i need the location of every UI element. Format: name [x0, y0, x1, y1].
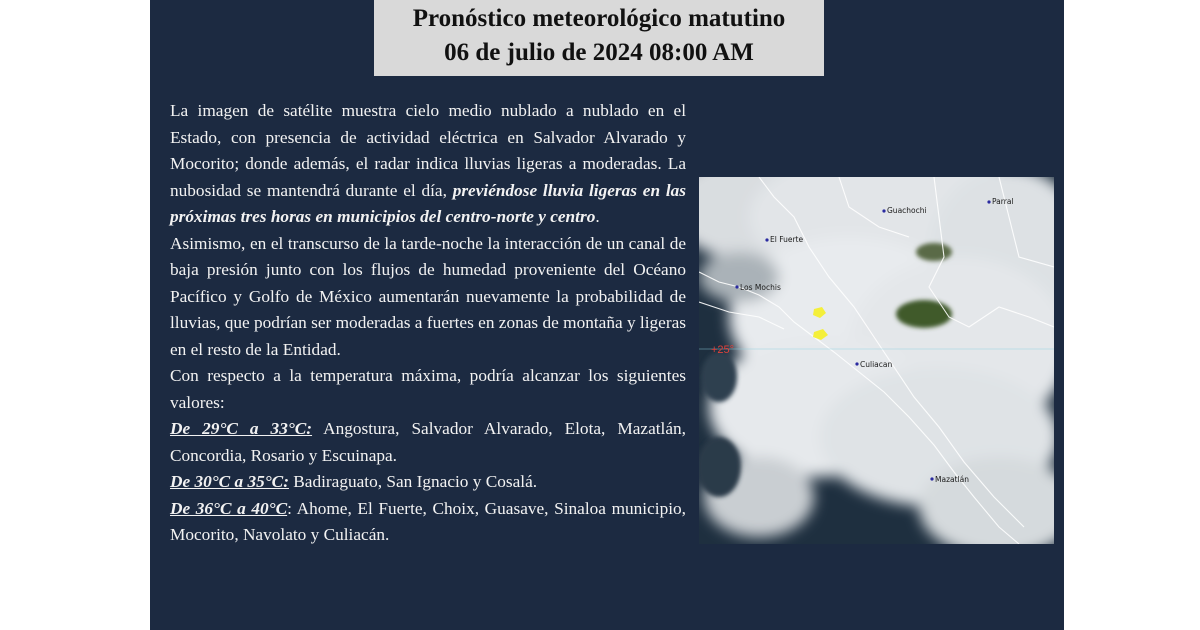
temp-range-1 [170, 416, 686, 469]
city-guachochi: Guachochi [887, 206, 927, 215]
temp-range-2 [170, 469, 686, 496]
temp-range-2-label: De 30°C a 35°C: [170, 472, 289, 491]
paragraph-1 [170, 98, 686, 231]
satellite-image [699, 177, 1054, 544]
city-el-fuerte: El Fuerte [770, 235, 804, 244]
temp-range-1-label: De 29°C a 33°C: [170, 419, 313, 438]
temp-range-3 [170, 496, 686, 549]
paragraph-1-text: La imagen de satélite muestra cielo medio nublado a nublado en el Estado, con presencia de actividad eléctrica en Salvador Alvarado y Mocorito; donde además, el radar indica lluvias ligeras a moderadas. La nubosidad se mantendrá durante el día, [170, 101, 686, 200]
paragraph-1-end: . [595, 207, 600, 226]
title-line-1: Pronóstico meteorológico matutino [412, 5, 786, 32]
city-parral: Parral [992, 197, 1014, 206]
page-title [374, 0, 824, 76]
temp-range-3-label: De 36°C a 40°C [170, 498, 288, 518]
latitude-label: +25° [711, 344, 735, 356]
city-mazatlan: Mazatlán [935, 475, 969, 484]
temp-range-2-places: Badiraguato, San Ignacio y Cosalá. [288, 472, 538, 491]
city-los-mochis: Los Mochis [740, 283, 781, 292]
temp-range-3-places: : Ahome, El Fuerte, Choix, Guasave, Sinaloa municipio, Mocorito, Navolato y Culiacán. [170, 498, 686, 544]
temp-range-1-places: Angostura, Salvador Alvarado, Elota, Mazatlán, Concordia, Rosario y Escuinapa. [170, 419, 686, 465]
paragraph-3: Con respecto a la temperatura máxima, podría alcanzar los siguientes valores: [170, 366, 686, 412]
forecast-text [170, 98, 686, 549]
title-line-2: 06 de julio de 2024 08:00 AM [444, 39, 754, 66]
paragraph-1-highlight: previéndose lluvia ligeras en las próximas tres horas en municipios del centro-norte y centro [170, 180, 686, 226]
city-culiacan: Culiacan [860, 360, 893, 369]
paragraph-2: Asimismo, en el transcurso de la tarde-noche la interacción de un canal de baja presión junto con los flujos de humedad proveniente del Océano Pacífico y Golfo de México aumentarán nuevamente la probabilidad de lluvias, que podrían ser moderadas a fuertes en zonas de montaña y ligeras en el resto de la Entidad. [170, 233, 686, 359]
